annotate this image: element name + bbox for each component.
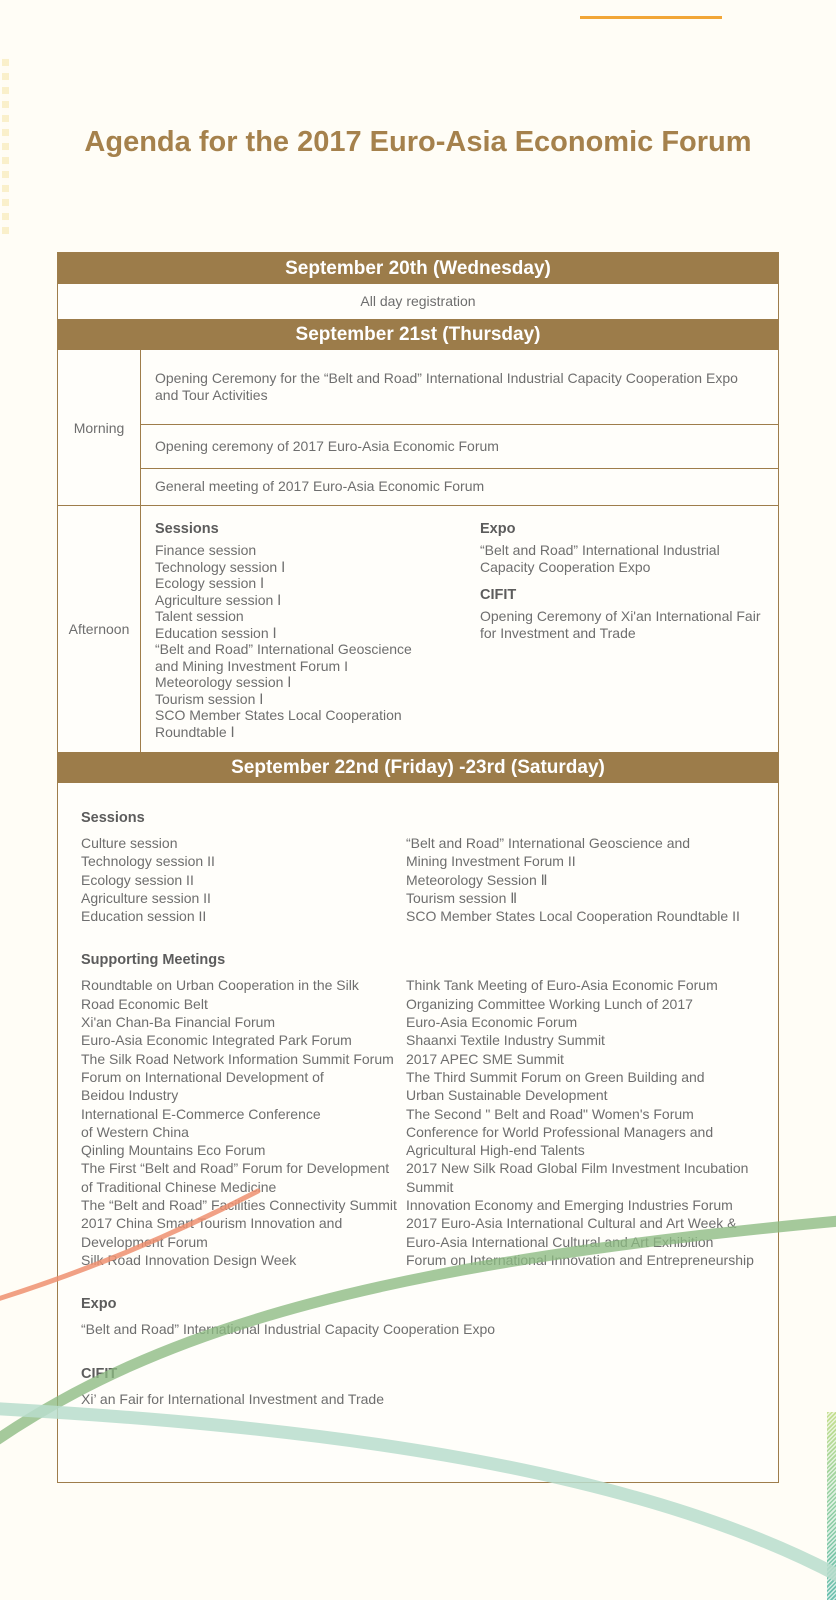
supporting-meeting-item: Innovation Economy and Emerging Industries Forum [406, 1197, 733, 1214]
supporting-meeting-item: Forum on International Innovation and Entrepreneurship [406, 1251, 754, 1268]
supporting-meeting-item: The “Belt and Road” Facilities Connectivity Summit [81, 1197, 397, 1214]
afternoon-label: Afternoon [58, 506, 141, 752]
afternoon-cifit-lines [480, 608, 761, 641]
supporting-meeting-item: The Silk Road Network Information Summit Forum [81, 1050, 394, 1067]
expo-line: Capacity Cooperation Expo [480, 558, 651, 575]
cifit-heading: CIFIT [480, 587, 517, 603]
afternoon-sessions-list [155, 542, 470, 740]
supporting-meeting-item: 2017 China Smart Tourism Innovation and [81, 1215, 343, 1232]
supporting-meeting-item: of Traditional Chinese Medicine [81, 1178, 277, 1195]
supporting-left-list [81, 976, 406, 1269]
sessions-heading: Sessions [155, 521, 219, 537]
supporting-meeting-item: Summit [406, 1178, 454, 1195]
page-title: Agenda for the 2017 Euro-Asia Economic Forum [84, 126, 752, 158]
supporting-meeting-item: The Third Summit Forum on Green Building and [406, 1068, 705, 1085]
session-item: Education session Ⅰ [155, 624, 277, 641]
supporting-meeting-item: The First “Belt and Road” Forum for Development [81, 1160, 390, 1177]
right-edge-hatch-decor [827, 1412, 836, 1600]
session-item: Mining Investment Forum II [406, 853, 576, 870]
session-item: Ecology session Ⅰ [155, 575, 265, 591]
session-item: SCO Member States Local Cooperation Roundtable II [406, 908, 740, 925]
supporting-meeting-item: Qinling Mountains Eco Forum [81, 1142, 266, 1159]
session-item: Talent session [155, 608, 244, 624]
morning-items [141, 350, 778, 505]
day-header-sep20: September 20th (Wednesday) [58, 253, 778, 284]
session-item: Ecology session II [81, 871, 194, 888]
supporting-meeting-item: Xi'an Chan-Ba Financial Forum [81, 1014, 276, 1031]
afternoon-expo-column [480, 520, 771, 752]
supporting-meeting-item: Euro-Asia Economic Integrated Park Forum [81, 1032, 352, 1049]
expo-heading: Expo [480, 521, 516, 537]
morning-item-2: Opening ceremony of 2017 Euro-Asia Economic Forum [141, 424, 778, 468]
session-item: Tourism session Ⅱ [406, 889, 518, 906]
supporting-meeting-item: Organizing Committee Working Lunch of 2017 [406, 995, 693, 1012]
supporting-two-columns [81, 976, 778, 1269]
session-item: SCO Member States Local Cooperation [155, 707, 402, 723]
supporting-meeting-item: 2017 Euro-Asia International Cultural and Art Week & [406, 1215, 737, 1232]
supporting-meeting-item: Forum on International Development of [81, 1068, 324, 1085]
session-item: Technology session Ⅰ [155, 558, 286, 575]
morning-row [58, 350, 778, 505]
supporting-meeting-item: 2017 APEC SME Summit [406, 1050, 564, 1067]
supporting-right-list [406, 976, 778, 1269]
supporting-meeting-item: Think Tank Meeting of Euro-Asia Economic Forum [406, 977, 718, 994]
expo-heading-2: Expo [81, 1296, 117, 1313]
supporting-meeting-item: The Second " Belt and Road" Women's Forum [406, 1105, 694, 1122]
session-item: “Belt and Road” International Geoscience [155, 641, 412, 657]
supporting-meeting-item: Conference for World Professional Managers and [406, 1123, 714, 1140]
sessions-two-columns [81, 834, 778, 925]
session-item: Roundtable Ⅰ [155, 723, 235, 740]
supporting-meeting-item: Silk Road Innovation Design Week [81, 1251, 297, 1268]
all-day-registration-row: All day registration [360, 293, 476, 309]
sep22-23-content [58, 783, 778, 1482]
expo-line: “Belt and Road” International Industrial [480, 542, 720, 558]
supporting-meeting-item: Development Forum [81, 1233, 208, 1250]
supporting-meeting-item: Beidou Industry [81, 1087, 179, 1104]
agenda-table [57, 252, 779, 1483]
session-item: Finance session [155, 542, 257, 558]
morning-item-1: Opening Ceremony for the “Belt and Road” International Industrial Capacity Cooperation Expo and Tour Activities [155, 369, 738, 403]
sessions-right-list [406, 834, 778, 925]
supporting-meetings-heading: Supporting Meetings [81, 952, 226, 969]
supporting-meeting-item: International E-Commerce Conference [81, 1105, 321, 1122]
supporting-meeting-item: Roundtable on Urban Cooperation in the Silk [81, 977, 359, 994]
day-header-sep21: September 21st (Thursday) [58, 319, 778, 350]
afternoon-content [141, 506, 778, 752]
cifit-line: Opening Ceremony of Xi'an International Fair [480, 608, 761, 624]
supporting-meeting-item: of Western China [81, 1123, 189, 1140]
session-item: Agriculture session II [81, 889, 211, 906]
session-item: Meteorology Session Ⅱ [406, 871, 548, 888]
cifit-text: Xi’ an Fair for International Investment and Trade [81, 1390, 384, 1407]
afternoon-expo-lines [480, 542, 761, 575]
morning-item-3: General meeting of 2017 Euro-Asia Economic Forum [141, 468, 778, 505]
cifit-line: for Investment and Trade [480, 624, 636, 641]
supporting-meeting-item: Euro-Asia Economic Forum [406, 1014, 578, 1031]
morning-label: Morning [58, 350, 141, 505]
session-item: and Mining Investment Forum I [155, 657, 348, 674]
session-item: Agriculture session Ⅰ [155, 591, 282, 608]
session-item: “Belt and Road” International Geoscience and [406, 835, 691, 851]
session-item: Technology session II [81, 853, 215, 870]
afternoon-sessions-column [155, 520, 480, 752]
afternoon-row [58, 505, 778, 752]
supporting-meeting-item: 2017 New Silk Road Global Film Investment Incubation [406, 1160, 749, 1177]
supporting-meeting-item: Urban Sustainable Development [406, 1087, 608, 1104]
supporting-meeting-item: Agricultural High-end Talents [406, 1142, 585, 1159]
sessions-left-list [81, 834, 406, 925]
session-item: Culture session [81, 835, 178, 851]
supporting-meeting-item: Euro-Asia International Cultural and Art Exhibition [406, 1233, 714, 1250]
session-item: Meteorology session Ⅰ [155, 674, 292, 690]
session-item: Education session II [81, 908, 207, 925]
supporting-meeting-item: Shaanxi Textile Industry Summit [406, 1032, 605, 1049]
gold-accent-line [580, 16, 722, 19]
cifit-heading-2: CIFIT [81, 1365, 118, 1382]
expo-text: “Belt and Road” International Industrial Capacity Cooperation Expo [81, 1321, 496, 1338]
sessions-heading-2: Sessions [81, 810, 145, 826]
supporting-meeting-item: Road Economic Belt [81, 995, 208, 1012]
session-item: Tourism session Ⅰ [155, 690, 264, 707]
day-header-sep22-23: September 22nd (Friday) -23rd (Saturday) [58, 752, 778, 783]
